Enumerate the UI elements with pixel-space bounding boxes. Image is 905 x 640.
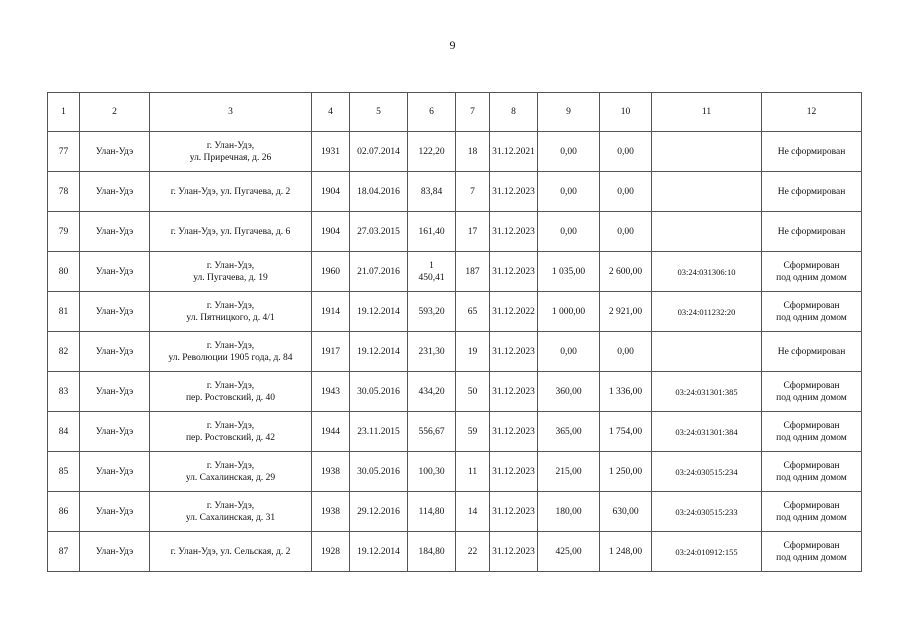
value-cell-10: 1 250,00	[600, 452, 652, 492]
row-number: 80	[48, 252, 80, 292]
date-cell: 30.05.2016	[350, 452, 408, 492]
column-header-4: 4	[312, 93, 350, 132]
year-cell: 1960	[312, 252, 350, 292]
table-row	[48, 412, 862, 452]
row-number: 85	[48, 452, 80, 492]
cadastral-cell	[652, 332, 762, 372]
column-header-3: 3	[150, 93, 312, 132]
value-cell-9: 215,00	[538, 452, 600, 492]
date-cell: 23.11.2015	[350, 412, 408, 452]
year-cell: 1904	[312, 172, 350, 212]
address-cell: г. Улан-Удэ, ул. Пугачева, д. 6	[150, 212, 312, 252]
deadline-cell: 31.12.2023	[490, 452, 538, 492]
deadline-cell: 31.12.2022	[490, 292, 538, 332]
city-cell: Улан-Удэ	[80, 492, 150, 532]
area-cell: 434,20	[408, 372, 456, 412]
column-header-1: 1	[48, 93, 80, 132]
value-cell-9: 360,00	[538, 372, 600, 412]
area-cell: 100,30	[408, 452, 456, 492]
table-row	[48, 372, 862, 412]
cadastral-cell: 03:24:030515:233	[652, 492, 762, 532]
value-cell-9: 365,00	[538, 412, 600, 452]
value-cell-10: 2 921,00	[600, 292, 652, 332]
cadastral-cell	[652, 172, 762, 212]
date-cell: 29.12.2016	[350, 492, 408, 532]
address-cell: г. Улан-Удэ, ул. Пятницкого, д. 4/1	[150, 292, 312, 332]
area-cell: 184,80	[408, 532, 456, 572]
cadastral-cell	[652, 132, 762, 172]
table-row	[48, 292, 862, 332]
count-cell: 14	[456, 492, 490, 532]
count-cell: 17	[456, 212, 490, 252]
status-cell: Сформирован под одним домом	[762, 372, 862, 412]
status-cell: Не сформирован	[762, 332, 862, 372]
year-cell: 1944	[312, 412, 350, 452]
area-cell: 161,40	[408, 212, 456, 252]
city-cell: Улан-Удэ	[80, 212, 150, 252]
address-cell: г. Улан-Удэ, ул. Сельская, д. 2	[150, 532, 312, 572]
value-cell-10: 0,00	[600, 212, 652, 252]
year-cell: 1931	[312, 132, 350, 172]
column-header-5: 5	[350, 93, 408, 132]
cadastral-cell: 03:24:010912:155	[652, 532, 762, 572]
status-cell: Сформирован под одним домом	[762, 292, 862, 332]
page-number: 9	[449, 38, 456, 52]
column-header-2: 2	[80, 93, 150, 132]
count-cell: 7	[456, 172, 490, 212]
table-row	[48, 132, 862, 172]
address-cell: г. Улан-Удэ, ул. Сахалинская, д. 29	[150, 452, 312, 492]
value-cell-10: 2 600,00	[600, 252, 652, 292]
row-number: 81	[48, 292, 80, 332]
deadline-cell: 31.12.2023	[490, 212, 538, 252]
row-number: 78	[48, 172, 80, 212]
date-cell: 19.12.2014	[350, 292, 408, 332]
count-cell: 22	[456, 532, 490, 572]
date-cell: 27.03.2015	[350, 212, 408, 252]
deadline-cell: 31.12.2023	[490, 412, 538, 452]
header-row	[48, 93, 862, 132]
value-cell-9: 425,00	[538, 532, 600, 572]
date-cell: 30.05.2016	[350, 372, 408, 412]
area-cell: 556,67	[408, 412, 456, 452]
column-header-8: 8	[490, 93, 538, 132]
count-cell: 19	[456, 332, 490, 372]
year-cell: 1928	[312, 532, 350, 572]
date-cell: 18.04.2016	[350, 172, 408, 212]
table-row	[48, 252, 862, 292]
city-cell: Улан-Удэ	[80, 372, 150, 412]
value-cell-9: 0,00	[538, 212, 600, 252]
address-cell: г. Улан-Удэ, ул. Пугачева, д. 2	[150, 172, 312, 212]
count-cell: 65	[456, 292, 490, 332]
city-cell: Улан-Удэ	[80, 172, 150, 212]
cadastral-cell: 03:24:031301:385	[652, 372, 762, 412]
column-header-7: 7	[456, 93, 490, 132]
column-header-6: 6	[408, 93, 456, 132]
city-cell: Улан-Удэ	[80, 132, 150, 172]
count-cell: 11	[456, 452, 490, 492]
status-cell: Сформирован под одним домом	[762, 412, 862, 452]
cadastral-cell: 03:24:031306:10	[652, 252, 762, 292]
row-number: 77	[48, 132, 80, 172]
deadline-cell: 31.12.2021	[490, 132, 538, 172]
year-cell: 1917	[312, 332, 350, 372]
deadline-cell: 31.12.2023	[490, 332, 538, 372]
count-cell: 50	[456, 372, 490, 412]
address-cell: г. Улан-Удэ, ул. Сахалинская, д. 31	[150, 492, 312, 532]
date-cell: 21.07.2016	[350, 252, 408, 292]
value-cell-10: 1 754,00	[600, 412, 652, 452]
value-cell-10: 1 336,00	[600, 372, 652, 412]
area-cell: 593,20	[408, 292, 456, 332]
address-cell: г. Улан-Удэ, ул. Пугачева, д. 19	[150, 252, 312, 292]
city-cell: Улан-Удэ	[80, 412, 150, 452]
table-row	[48, 452, 862, 492]
value-cell-10: 0,00	[600, 132, 652, 172]
table-body	[48, 132, 862, 572]
value-cell-9: 0,00	[538, 332, 600, 372]
table-row	[48, 492, 862, 532]
table-row	[48, 532, 862, 572]
row-number: 87	[48, 532, 80, 572]
value-cell-9: 0,00	[538, 132, 600, 172]
value-cell-9: 0,00	[538, 172, 600, 212]
status-cell: Сформирован под одним домом	[762, 252, 862, 292]
value-cell-10: 1 248,00	[600, 532, 652, 572]
count-cell: 18	[456, 132, 490, 172]
address-cell: г. Улан-Удэ, ул. Приречная, д. 26	[150, 132, 312, 172]
year-cell: 1943	[312, 372, 350, 412]
row-number: 82	[48, 332, 80, 372]
date-cell: 19.12.2014	[350, 532, 408, 572]
year-cell: 1904	[312, 212, 350, 252]
deadline-cell: 31.12.2023	[490, 172, 538, 212]
column-header-10: 10	[600, 93, 652, 132]
status-cell: Не сформирован	[762, 212, 862, 252]
area-cell: 83,84	[408, 172, 456, 212]
registry-table	[47, 92, 862, 572]
row-number: 86	[48, 492, 80, 532]
cadastral-cell: 03:24:031301:384	[652, 412, 762, 452]
area-cell: 1 450,41	[408, 252, 456, 292]
city-cell: Улан-Удэ	[80, 332, 150, 372]
area-cell: 114,80	[408, 492, 456, 532]
deadline-cell: 31.12.2023	[490, 532, 538, 572]
year-cell: 1914	[312, 292, 350, 332]
area-cell: 122,20	[408, 132, 456, 172]
value-cell-9: 1 035,00	[538, 252, 600, 292]
value-cell-9: 180,00	[538, 492, 600, 532]
deadline-cell: 31.12.2023	[490, 492, 538, 532]
column-header-12: 12	[762, 93, 862, 132]
status-cell: Сформирован под одним домом	[762, 492, 862, 532]
address-cell: г. Улан-Удэ, ул. Революции 1905 года, д. 84	[150, 332, 312, 372]
value-cell-10: 0,00	[600, 332, 652, 372]
deadline-cell: 31.12.2023	[490, 372, 538, 412]
year-cell: 1938	[312, 452, 350, 492]
date-cell: 19.12.2014	[350, 332, 408, 372]
column-header-9: 9	[538, 93, 600, 132]
cadastral-cell: 03:24:030515:234	[652, 452, 762, 492]
status-cell: Не сформирован	[762, 132, 862, 172]
deadline-cell: 31.12.2023	[490, 252, 538, 292]
city-cell: Улан-Удэ	[80, 292, 150, 332]
date-cell: 02.07.2014	[350, 132, 408, 172]
table-row	[48, 212, 862, 252]
row-number: 79	[48, 212, 80, 252]
address-cell: г. Улан-Удэ, пер. Ростовский, д. 40	[150, 372, 312, 412]
year-cell: 1938	[312, 492, 350, 532]
count-cell: 187	[456, 252, 490, 292]
status-cell: Сформирован под одним домом	[762, 452, 862, 492]
row-number: 84	[48, 412, 80, 452]
city-cell: Улан-Удэ	[80, 452, 150, 492]
cadastral-cell	[652, 212, 762, 252]
value-cell-10: 630,00	[600, 492, 652, 532]
count-cell: 59	[456, 412, 490, 452]
value-cell-9: 1 000,00	[538, 292, 600, 332]
area-cell: 231,30	[408, 332, 456, 372]
column-header-11: 11	[652, 93, 762, 132]
table-row	[48, 332, 862, 372]
status-cell: Сформирован под одним домом	[762, 532, 862, 572]
value-cell-10: 0,00	[600, 172, 652, 212]
row-number: 83	[48, 372, 80, 412]
status-cell: Не сформирован	[762, 172, 862, 212]
city-cell: Улан-Удэ	[80, 252, 150, 292]
city-cell: Улан-Удэ	[80, 532, 150, 572]
table-row	[48, 172, 862, 212]
address-cell: г. Улан-Удэ, пер. Ростовский, д. 42	[150, 412, 312, 452]
cadastral-cell: 03:24:011232:20	[652, 292, 762, 332]
